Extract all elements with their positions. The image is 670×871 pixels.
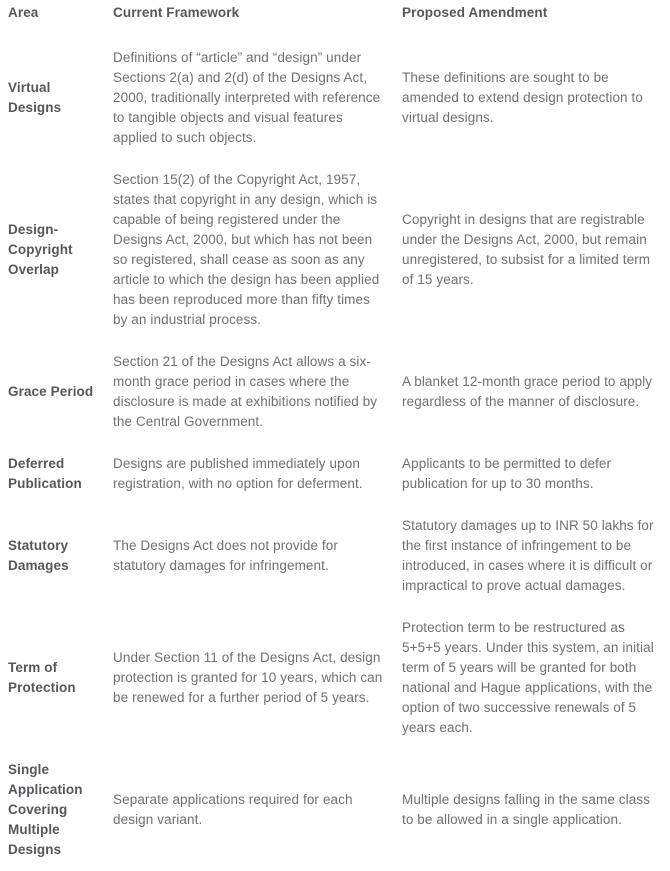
proposed-amendment-cell: A blanket 12-month grace period to apply regardless of the manner of disclosure.	[402, 374, 653, 409]
current-framework-cell: Under Section 11 of the Designs Act, design protection is granted for 10 years, which can be renewed for a further period of 5 years.	[113, 650, 383, 705]
column-header-current-framework: Current Framework	[113, 5, 240, 20]
current-framework-cell: Section 21 of the Designs Act allows a six-month grace period in cases where the disclosure is made at exhibitions notified by the Central Government.	[113, 354, 378, 429]
table-row	[0, 505, 670, 607]
current-framework-cell: The Designs Act does not provide for statutory damages for infringement.	[113, 538, 338, 573]
table-row	[0, 159, 670, 341]
table-row	[0, 607, 670, 749]
area-cell: Term of Protection	[8, 660, 76, 695]
area-cell: Grace Period	[8, 384, 94, 399]
proposed-amendment-cell: Protection term to be restructured as 5+5+5 years. Under this system, an initial term of 5 years will be granted for both national and Hague applications, with the option of two successive renewals of 5 years each.	[402, 620, 654, 735]
table-body	[0, 37, 670, 871]
table-row	[0, 341, 670, 443]
proposed-amendment-cell: Statutory damages up to INR 50 lakhs for the first instance of infringement to be introduced, in cases where it is difficult or impractical to prove actual damages.	[402, 518, 654, 593]
area-cell: Statutory Damages	[8, 538, 69, 573]
area-cell: Deferred Publication	[8, 456, 82, 491]
column-header-area: Area	[8, 5, 39, 20]
table-row	[0, 37, 670, 159]
current-framework-cell: Definitions of “article” and “design” under Sections 2(a) and 2(d) of the Designs Act, 2000, traditionally interpreted with reference to tangible objects and visual features applied to such objects.	[113, 50, 381, 145]
proposed-amendment-cell: Multiple designs falling in the same class to be allowed in a single application.	[402, 792, 651, 827]
current-framework-cell: Designs are published immediately upon registration, with no option for deferment.	[113, 456, 363, 491]
current-framework-cell: Section 15(2) of the Copyright Act, 1957, states that copyright in any design, which is capable of being registered under the Designs Act, 2000, but which has not been so registered, shall cease as soon as any article to which the design has been applied has been reproduced more than fifty times by an industrial process.	[113, 172, 380, 327]
proposed-amendment-cell: Copyright in designs that are registrable under the Designs Act, 2000, but remain unregistered, to subsist for a limited term of 15 years.	[402, 212, 651, 287]
area-cell: Design-Copyright Overlap	[8, 222, 73, 277]
header-row	[0, 0, 670, 37]
column-header-proposed-amendment: Proposed Amendment	[402, 5, 548, 20]
proposed-amendment-cell: Applicants to be permitted to defer publication for up to 30 months.	[402, 456, 612, 491]
area-cell: Virtual Designs	[8, 80, 62, 115]
current-framework-cell: Separate applications required for each design variant.	[113, 792, 353, 827]
area-cell: Single Application Covering Multiple Designs	[8, 762, 83, 857]
table-row	[0, 749, 670, 871]
table-row	[0, 443, 670, 505]
proposed-amendment-cell: These definitions are sought to be amended to extend design protection to virtual designs.	[402, 70, 643, 125]
table-header	[0, 0, 670, 37]
